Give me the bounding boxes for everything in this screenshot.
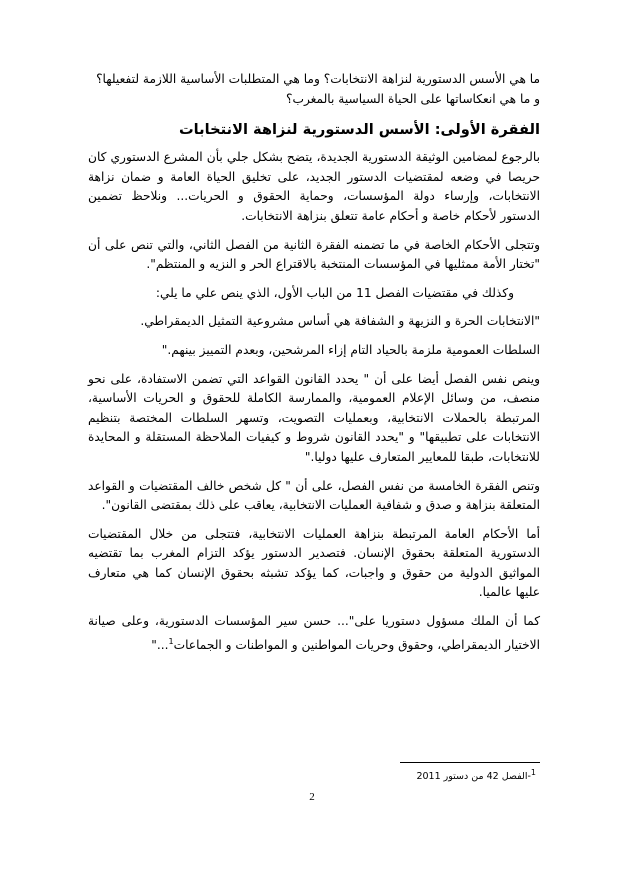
text-fragment: الاختيار الديمقراطي، وحقوق وحريات المواطنين و المواطنات و الجماعات (173, 637, 540, 652)
text-line: المرتبطة بالحملات الانتخابية، وبعمليات التصويت، وتسهر السلطات المختصة بتنظيم (88, 410, 540, 425)
footnote-reference[interactable]: 1 (168, 636, 174, 646)
body-text (88, 70, 540, 664)
text-line: بالرجوع لمضامين الوثيقة الدستورية الجديدة، يتضح بشكل جلي بأن المشرع الدستوري كان (88, 150, 540, 165)
footnote (416, 766, 536, 784)
intro-line: و ما هي انعكاساتها على الحياة السياسية بالمغرب؟ (286, 91, 540, 106)
text-line-with-footnote (88, 632, 540, 656)
text-line: المتعلقة بنزاهة و صدق و شفافية العمليات الانتخابية، يعاقب على ذلك بمقتضى القانون". (101, 498, 540, 513)
text-line: حريصا في وضعه لمقتضيات الدستور الجديد، على تخليق الحياة العامة و ضمان نزاهة (88, 169, 540, 184)
section-heading: الفقرة الأولى: الأسس الدستورية لنزاهة الانتخابات (179, 121, 540, 139)
page-number: 2 (309, 791, 315, 803)
text-line: السلطات العمومية ملزمة بالحياد التام إزاء المرشحين، وبعدم التمييز بينهم." (161, 342, 540, 357)
text-line: وكذلك في مقتضيات الفصل 11 من الباب الأول، الذي ينص علي ما يلي: (155, 285, 514, 300)
text-line: المواثيق الدولية من حقوق و واجبات، كما يؤكد تشبثه بحقوق الإنسان كما هي متعارف (88, 565, 540, 580)
paragraph-3 (88, 284, 540, 304)
text-line: "تختار الأمة ممثليها في المؤسسات المنتخبة بالاقتراع الحر و النزيه و المنتظم". (146, 257, 540, 272)
paragraph-2 (88, 236, 540, 275)
footnote-text: -الفصل 42 من دستور 2011 (416, 771, 531, 783)
paragraph-9 (88, 612, 540, 655)
footnote-marker: 1 (530, 768, 536, 777)
text-fragment: ..." (151, 637, 169, 652)
text-line: الانتخابات على تطبيقها" و "يحدد القانون شروط و كيفيات الملاحظة المستقلة و المحايدة (88, 430, 540, 445)
paragraph-1 (88, 148, 540, 226)
paragraph-8 (88, 525, 540, 603)
text-line: وتتجلى الأحكام الخاصة في ما تضمنه الفقرة الثانية من الفصل الثاني، والتي تنص على أن (88, 237, 540, 252)
intro-line: ما هي الأسس الدستورية لنزاهة الانتخابات؟ وما هي المتطلبات الأساسية اللازمة لتفعيلها؟ (96, 72, 540, 86)
text-line: الانتخابات، وإرساء دولة المؤسسات، وحماية الحقوق و الحريات... ونلاحظ تضمين (88, 189, 540, 204)
paragraph-7 (88, 477, 540, 516)
text-line: الدستور لأحكام خاصة و أحكام عامة تتعلق بنزاهة الانتخابات. (241, 208, 540, 223)
text-line: للانتخابات، طبقا للمعايير المتعارف عليها دوليا." (304, 449, 540, 464)
paragraph-6 (88, 370, 540, 468)
paragraph-4-quote (88, 312, 540, 332)
text-line: "الانتخابات الحرة و النزيهة و الشفافة هي أساس مشروعية التمثيل الديمقراطي. (140, 314, 540, 329)
text-line: وتنص الفقرة الخامسة من نفس الفصل، على أن " كل شخص خالف المقتضيات و القواعد (88, 478, 540, 493)
text-line: عليها عالميا. (478, 585, 540, 600)
paragraph-5-quote (88, 341, 540, 361)
text-line: أما الأحكام العامة المرتبطة بنزاهة العمليات الانتخابية، فتتجلى من خلال المقتضيات (88, 526, 540, 541)
text-line: وينص نفس الفصل أيضا على أن " يحدد القانون القواعد التي تضمن الاستفادة، على نحو (88, 371, 540, 386)
text-line: الدستورية المتعلقة بحقوق الإنسان. فتصدير الدستور يؤكد التزام المغرب بما تقتضيه (88, 546, 540, 561)
footnote-separator (400, 762, 540, 763)
text-line: منصف، من وسائل الإعلام العمومية، والممارسة الكاملة للحقوق و الحريات الأساسية، (88, 391, 540, 406)
text-line: كما أن الملك مسؤول دستوريا على"... حسن سير المؤسسات الدستورية، وعلى صيانة (88, 614, 540, 629)
intro-questions (88, 70, 540, 109)
